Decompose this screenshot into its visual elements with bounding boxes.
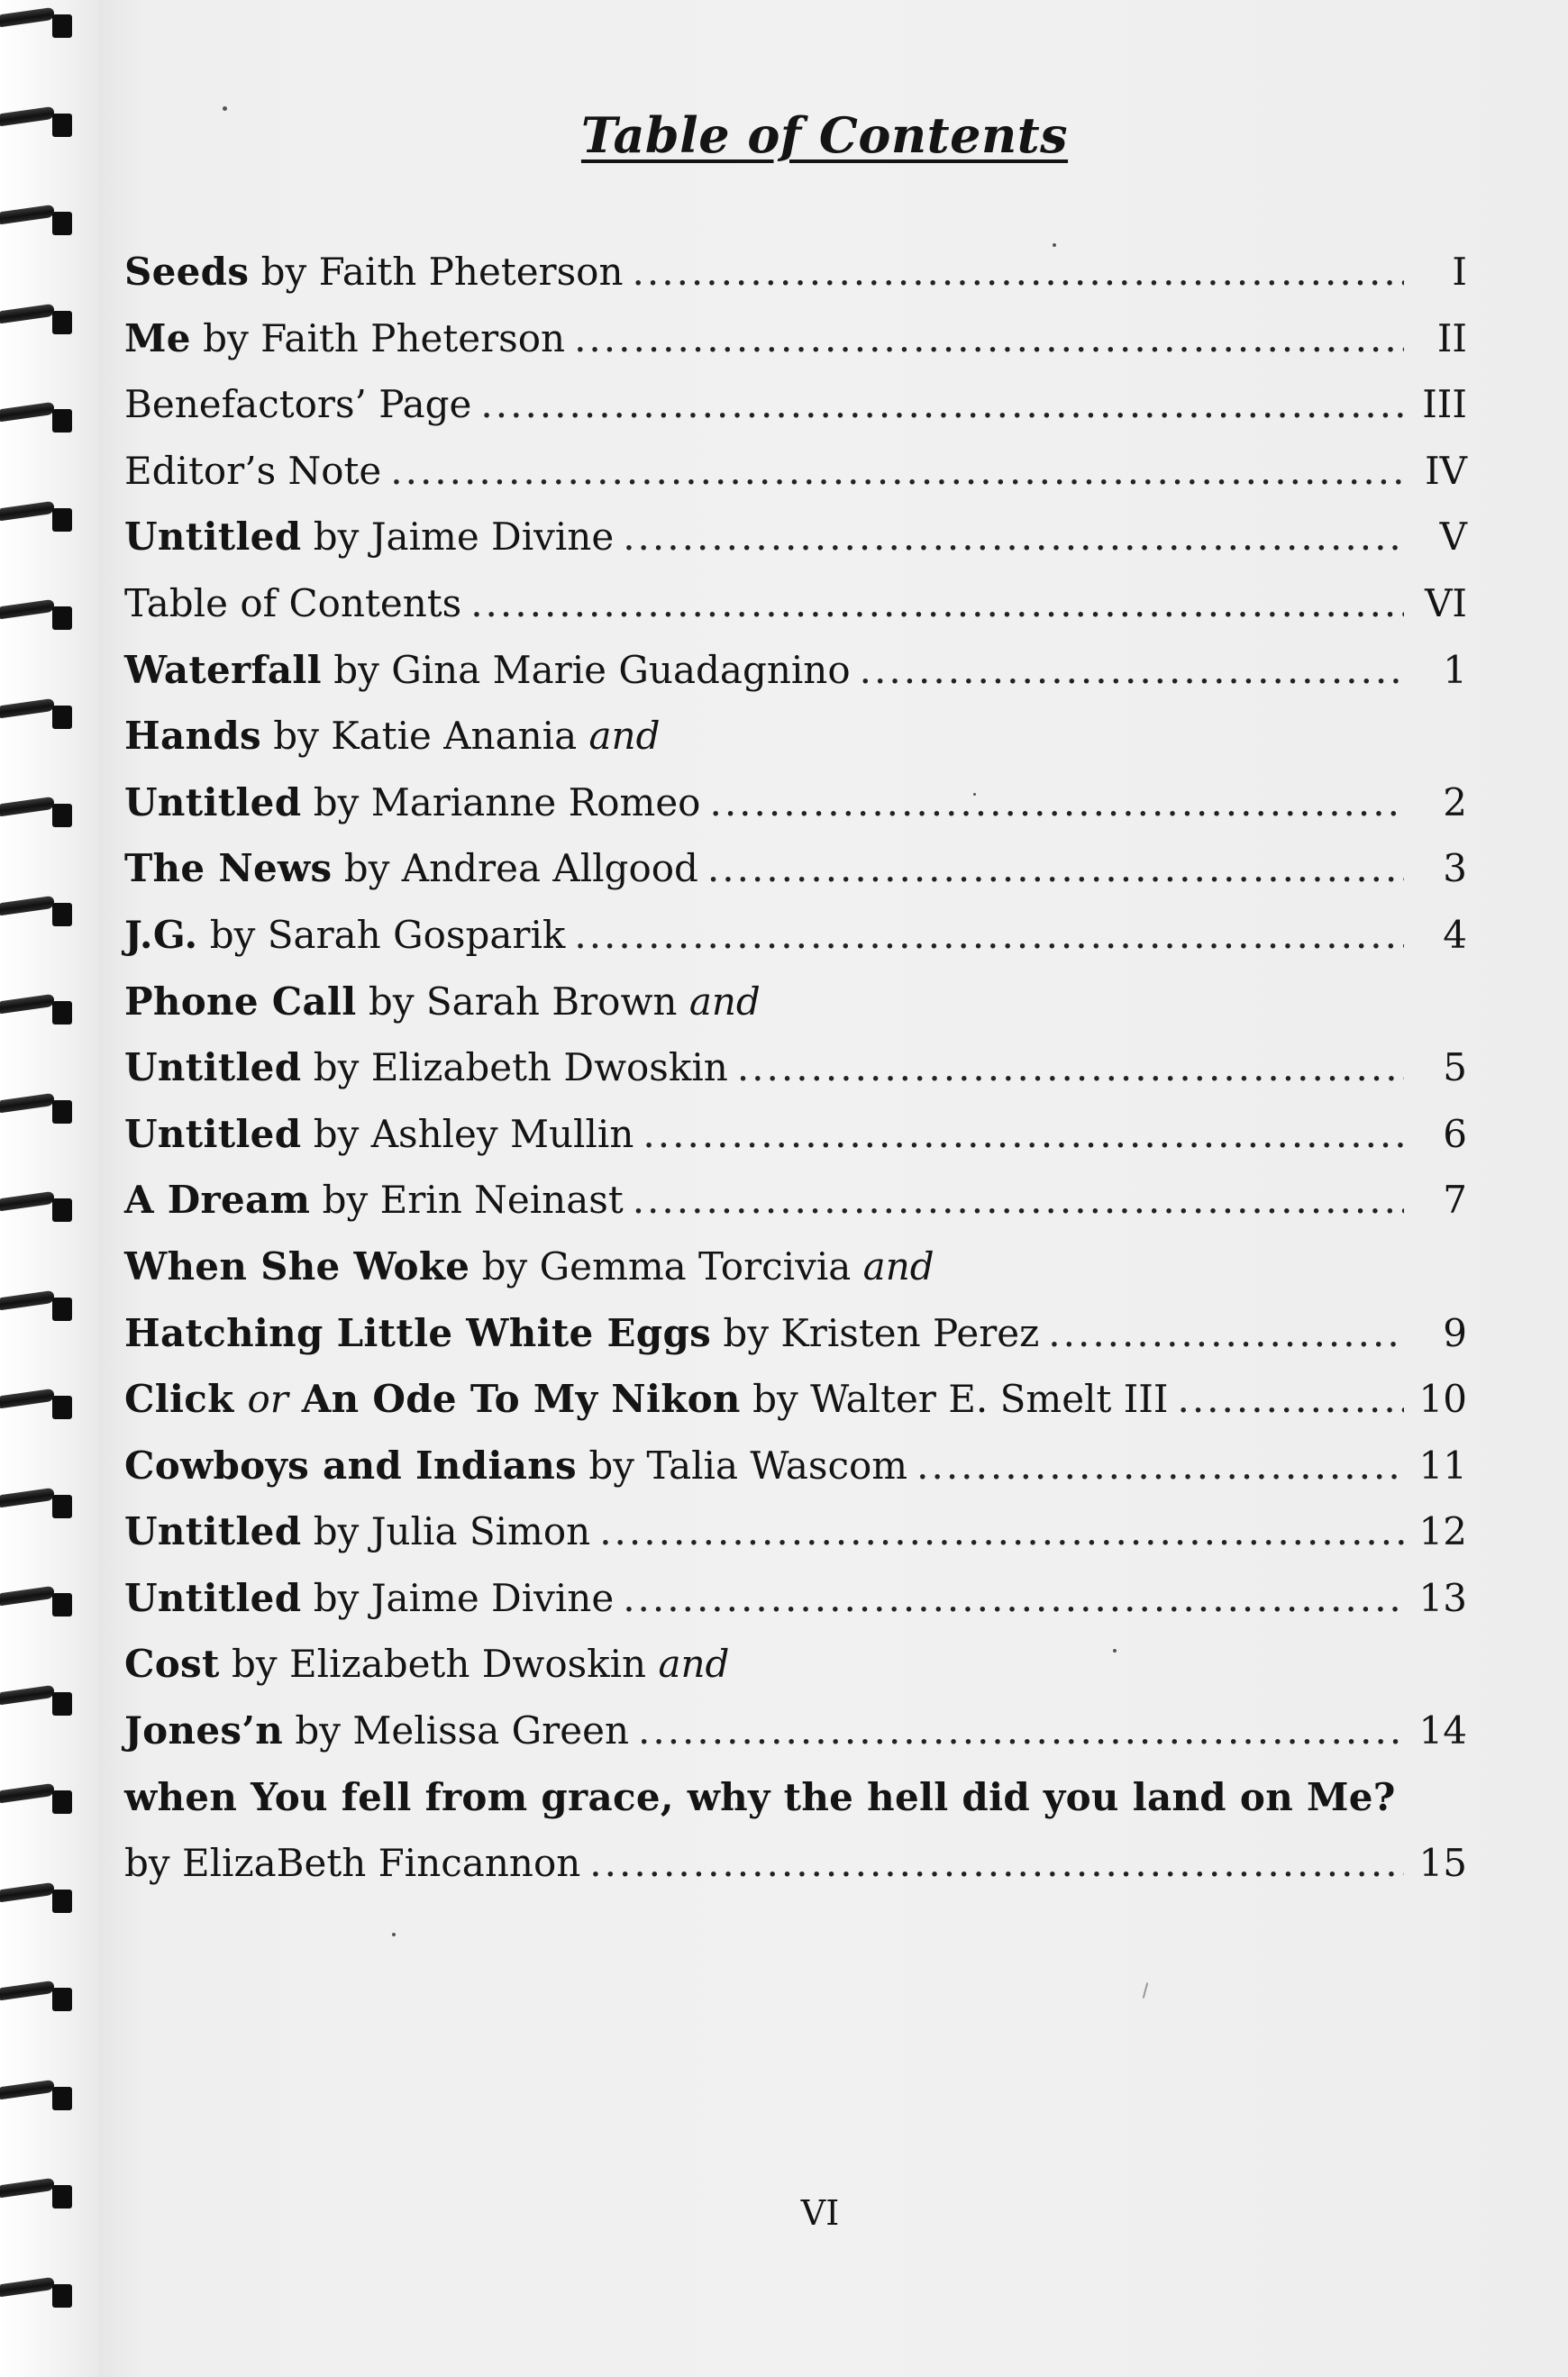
entry-title: Untitled [124, 779, 302, 824]
entry-author: by Katie Anania [260, 714, 589, 759]
entry-page-number: 13 [1418, 1575, 1467, 1620]
toc-entry [124, 637, 1467, 704]
dot-leader [633, 1167, 1404, 1234]
toc-entry [124, 1764, 1467, 1831]
toc-entry [124, 1631, 1467, 1698]
paper-speck [1113, 1649, 1117, 1653]
toc-entry [124, 305, 1467, 372]
toc-entry [124, 239, 1467, 305]
dot-leader [480, 371, 1404, 438]
entry-author: by Jaime Divine [301, 1575, 615, 1620]
toc-entry-text [124, 1830, 580, 1897]
entry-conjunction: or [247, 1377, 288, 1422]
dot-leader [643, 1101, 1404, 1168]
toc-entry-text [124, 969, 761, 1035]
entry-author: by Jaime Divine [301, 515, 615, 560]
binding-coil [0, 304, 76, 338]
toc-entry [124, 835, 1467, 902]
entry-author: by Ashley Mullin [301, 1111, 634, 1156]
entry-page-number: 9 [1443, 1310, 1467, 1355]
entry-title: Cowboys and Indians [124, 1443, 577, 1488]
entry-author: by Marianne Romeo [301, 779, 701, 824]
entry-author: by Walter E. Smelt III [740, 1377, 1169, 1422]
entry-page-number: 15 [1418, 1841, 1467, 1886]
binding-coil [0, 501, 76, 535]
entry-author: by Elizabeth Dwoskin [301, 1045, 728, 1090]
dot-leader [737, 1034, 1404, 1101]
entry-page-number: 10 [1418, 1377, 1467, 1422]
entry-title: The News [124, 846, 333, 891]
entry-title: Me [124, 315, 191, 360]
entry-author: by Sarah Brown [356, 979, 689, 1024]
dot-leader [599, 1498, 1404, 1565]
entry-title: Untitled [124, 1509, 302, 1554]
entry-page-number: I [1452, 250, 1467, 294]
binding-coil [0, 1290, 76, 1325]
binding-coil [0, 1783, 76, 1817]
entry-title: Untitled [124, 1111, 302, 1156]
dot-leader [709, 770, 1404, 836]
paper-speck [973, 793, 976, 796]
entry-author: by Talia Wascom [577, 1443, 908, 1488]
entry-title: Seeds [124, 250, 250, 294]
toc-entry-text [124, 570, 461, 637]
toc-entry [124, 1830, 1467, 1897]
dot-leader [623, 1565, 1404, 1632]
entry-conjunction: and [658, 1642, 730, 1687]
toc-entry [124, 1167, 1467, 1234]
binding-coil [0, 1882, 76, 1917]
dot-leader [1048, 1300, 1404, 1367]
entry-page-number: II [1436, 315, 1467, 360]
dot-leader [574, 305, 1404, 372]
dot-leader [638, 1698, 1404, 1764]
binding-coil [0, 1586, 76, 1620]
toc-entry-text [124, 1433, 907, 1499]
toc-entry-text [124, 1167, 624, 1234]
entry-author: by Faith Pheterson [190, 315, 566, 360]
dot-leader [574, 902, 1404, 969]
toc-entry [124, 1101, 1467, 1168]
entry-title: when You fell from grace, why the hell did you land on Me? [124, 1774, 1396, 1819]
document-page [99, 0, 1568, 2377]
toc-entry-text [124, 1101, 634, 1168]
toc-entry [124, 1698, 1467, 1764]
entry-page-number: 6 [1443, 1111, 1467, 1156]
entry-author: Benefactors’ Page [124, 382, 472, 427]
page-title: Table of Contents [580, 106, 1069, 164]
toc-entry [124, 504, 1467, 570]
entry-author: by Erin Neinast [310, 1178, 624, 1223]
entry-title: Waterfall [124, 647, 322, 692]
entry-page-number: VI [1425, 580, 1467, 625]
toc-entry [124, 1498, 1467, 1565]
toc-entry-text [124, 1565, 614, 1632]
toc-entry-text [124, 1234, 934, 1300]
binding-coil [0, 205, 76, 239]
binding-coil [0, 1981, 76, 2015]
binding-coil [0, 1685, 76, 1719]
entry-author: by Gemma Torcivia [469, 1243, 863, 1289]
toc-entry-text [124, 504, 614, 570]
binding-coil [0, 2277, 76, 2311]
toc-entry [124, 969, 1467, 1035]
dot-leader [589, 1830, 1404, 1897]
toc-entry-text [124, 305, 565, 372]
binding-coil [0, 1488, 76, 1522]
toc-entry-text [124, 1366, 1168, 1433]
toc-entry-text [124, 1498, 590, 1565]
entry-page-number: 3 [1443, 846, 1467, 891]
binding-coil [0, 797, 76, 831]
toc-entry-text [124, 835, 698, 902]
toc-entry [124, 902, 1467, 969]
dot-leader [916, 1433, 1404, 1499]
entry-author: Table of Contents [124, 580, 462, 625]
toc-entry [124, 1300, 1467, 1367]
toc-entry-text [124, 902, 565, 969]
binding-coil [0, 1389, 76, 1423]
binding-coil [0, 698, 76, 733]
binding-coil [0, 106, 76, 141]
binding-coil [0, 402, 76, 436]
toc-entry-text [124, 1631, 729, 1698]
dot-leader [1177, 1366, 1404, 1433]
entry-title: Jones’n [124, 1708, 284, 1753]
toc-entry-text [124, 637, 851, 704]
entry-title: A Dream [124, 1178, 311, 1223]
spiral-binding [0, 0, 99, 2377]
toc-entry [124, 1034, 1467, 1101]
entry-title: Untitled [124, 1045, 302, 1090]
paper-speck [223, 106, 227, 111]
toc-entry [124, 1565, 1467, 1632]
entry-title: Phone Call [124, 979, 357, 1024]
entry-author: by Julia Simon [301, 1509, 591, 1554]
dot-leader [390, 438, 1404, 505]
toc-entry [124, 1234, 1467, 1300]
toc-entry [124, 1433, 1467, 1499]
toc-entry [124, 770, 1467, 836]
binding-coil [0, 1093, 76, 1127]
entry-author: by Gina Marie Guadagnino [321, 647, 851, 692]
paper-speck [392, 1933, 396, 1936]
dot-leader [707, 835, 1404, 902]
binding-coil [0, 2178, 76, 2212]
dot-leader [623, 504, 1404, 570]
toc-entry-text [124, 371, 471, 438]
binding-coil [0, 896, 76, 930]
toc-entry-text [124, 1764, 1396, 1831]
toc-entry-text [124, 1034, 728, 1101]
entry-author: by Sarah Gosparik [197, 912, 566, 957]
entry-title: J.G. [124, 912, 198, 957]
entry-page-number: 11 [1418, 1443, 1467, 1488]
binding-coil [0, 1191, 76, 1225]
toc-entry [124, 1366, 1467, 1433]
toc-entry-text [124, 703, 660, 770]
entry-page-number: IV [1425, 448, 1467, 493]
entry-conjunction: and [588, 714, 661, 759]
paper-speck [1053, 243, 1056, 247]
entry-author: by Faith Pheterson [249, 250, 624, 294]
toc-entry-text [124, 239, 624, 305]
entry-title: Hatching Little White Eggs [124, 1310, 712, 1355]
entry-author: by ElizaBeth Fincannon [124, 1841, 581, 1886]
entry-author: by Kristen Perez [711, 1310, 1040, 1355]
entry-page-number: 7 [1443, 1178, 1467, 1223]
entry-author: by Melissa Green [283, 1708, 629, 1753]
paper-speck [1143, 1982, 1149, 1999]
dot-leader [633, 239, 1404, 305]
entry-title: Untitled [124, 515, 302, 560]
entry-author: by Elizabeth Dwoskin [219, 1642, 659, 1687]
toc-entry-text [124, 1300, 1039, 1367]
binding-coil [0, 599, 76, 633]
entry-page-number: 2 [1443, 779, 1467, 824]
entry-page-number: 1 [1443, 647, 1467, 692]
toc-entry [124, 570, 1467, 637]
entry-author: by Andrea Allgood [332, 846, 698, 891]
toc-entry [124, 371, 1467, 438]
toc-entry [124, 438, 1467, 505]
entry-page-number: 12 [1418, 1509, 1467, 1554]
entry-page-number: V [1439, 515, 1467, 560]
table-of-contents [124, 239, 1467, 1897]
entry-page-number: 5 [1443, 1045, 1467, 1090]
entry-conjunction: and [862, 1243, 934, 1289]
binding-coil [0, 7, 76, 41]
entry-conjunction: and [688, 979, 761, 1024]
entry-page-number: 4 [1443, 912, 1467, 957]
toc-entry-text [124, 438, 381, 505]
entry-page-number: III [1422, 382, 1467, 427]
entry-author: Editor’s Note [124, 448, 382, 493]
toc-entry [124, 703, 1467, 770]
toc-entry-text [124, 1698, 629, 1764]
dot-leader [470, 570, 1404, 637]
entry-title: Cost [124, 1642, 220, 1687]
entry-title: An Ode To My Nikon [287, 1377, 741, 1422]
dot-leader [860, 637, 1404, 704]
entry-page-number: 14 [1418, 1708, 1467, 1753]
page-number: VI [800, 2193, 840, 2233]
entry-title: Untitled [124, 1575, 302, 1620]
binding-coil [0, 994, 76, 1028]
entry-title: Click [124, 1377, 248, 1422]
toc-entry-text [124, 770, 700, 836]
entry-title: When She Woke [124, 1243, 470, 1289]
binding-coil [0, 2080, 76, 2114]
entry-title: Hands [124, 714, 261, 759]
